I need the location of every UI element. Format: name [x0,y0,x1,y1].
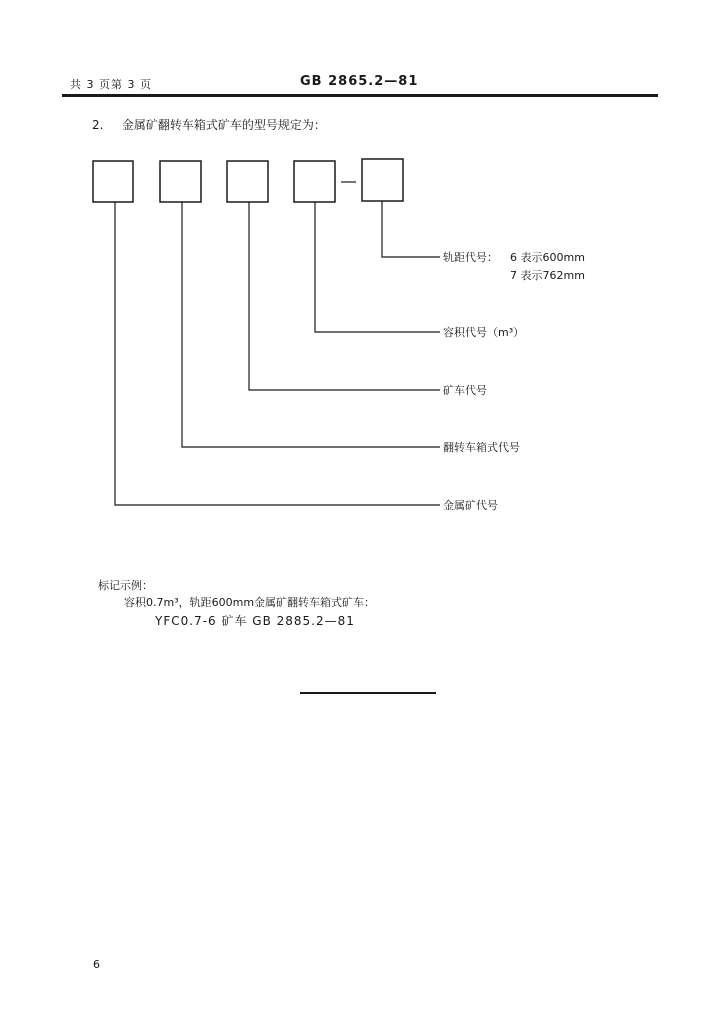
end-rule [300,692,436,694]
standard-number: GB 2865.2—81 [300,74,419,89]
leader-gauge [382,201,440,257]
page-number: 6 [93,958,100,971]
code-box-gauge [362,159,403,201]
label-gauge-opt2: 7 表示762mm [510,269,585,282]
label-car-code: 矿车代号 [443,384,487,397]
leader-tipping [182,202,440,447]
label-tipping-code: 翻转车箱式代号 [443,441,520,454]
code-box-tipping [160,161,201,202]
code-box-metal [93,161,133,202]
leader-metal [115,202,440,505]
code-box-volume [294,161,335,202]
leader-car [249,202,440,390]
example-description: 容积0.7m³，轨距600mm金属矿翻转车箱式矿车： [124,596,376,609]
clause-number: 2. [92,118,104,132]
label-volume-code: 容积代号（m³） [443,326,525,339]
label-gauge-opt1: 6 表示600mm [510,251,585,264]
code-box-car [227,161,268,202]
leader-volume [315,202,440,332]
clause-text: 金属矿翻转车箱式矿车的型号规定为： [121,118,326,132]
page-count: 共 3 页第 3 页 [70,78,152,91]
example-marking: YFC0.7-6 矿车 GB 2885.2—81 [155,614,355,628]
label-metal-code: 金属矿代号 [443,499,498,512]
label-gauge-code: 轨距代号： [443,251,498,264]
example-title: 标记示例： [98,579,153,592]
